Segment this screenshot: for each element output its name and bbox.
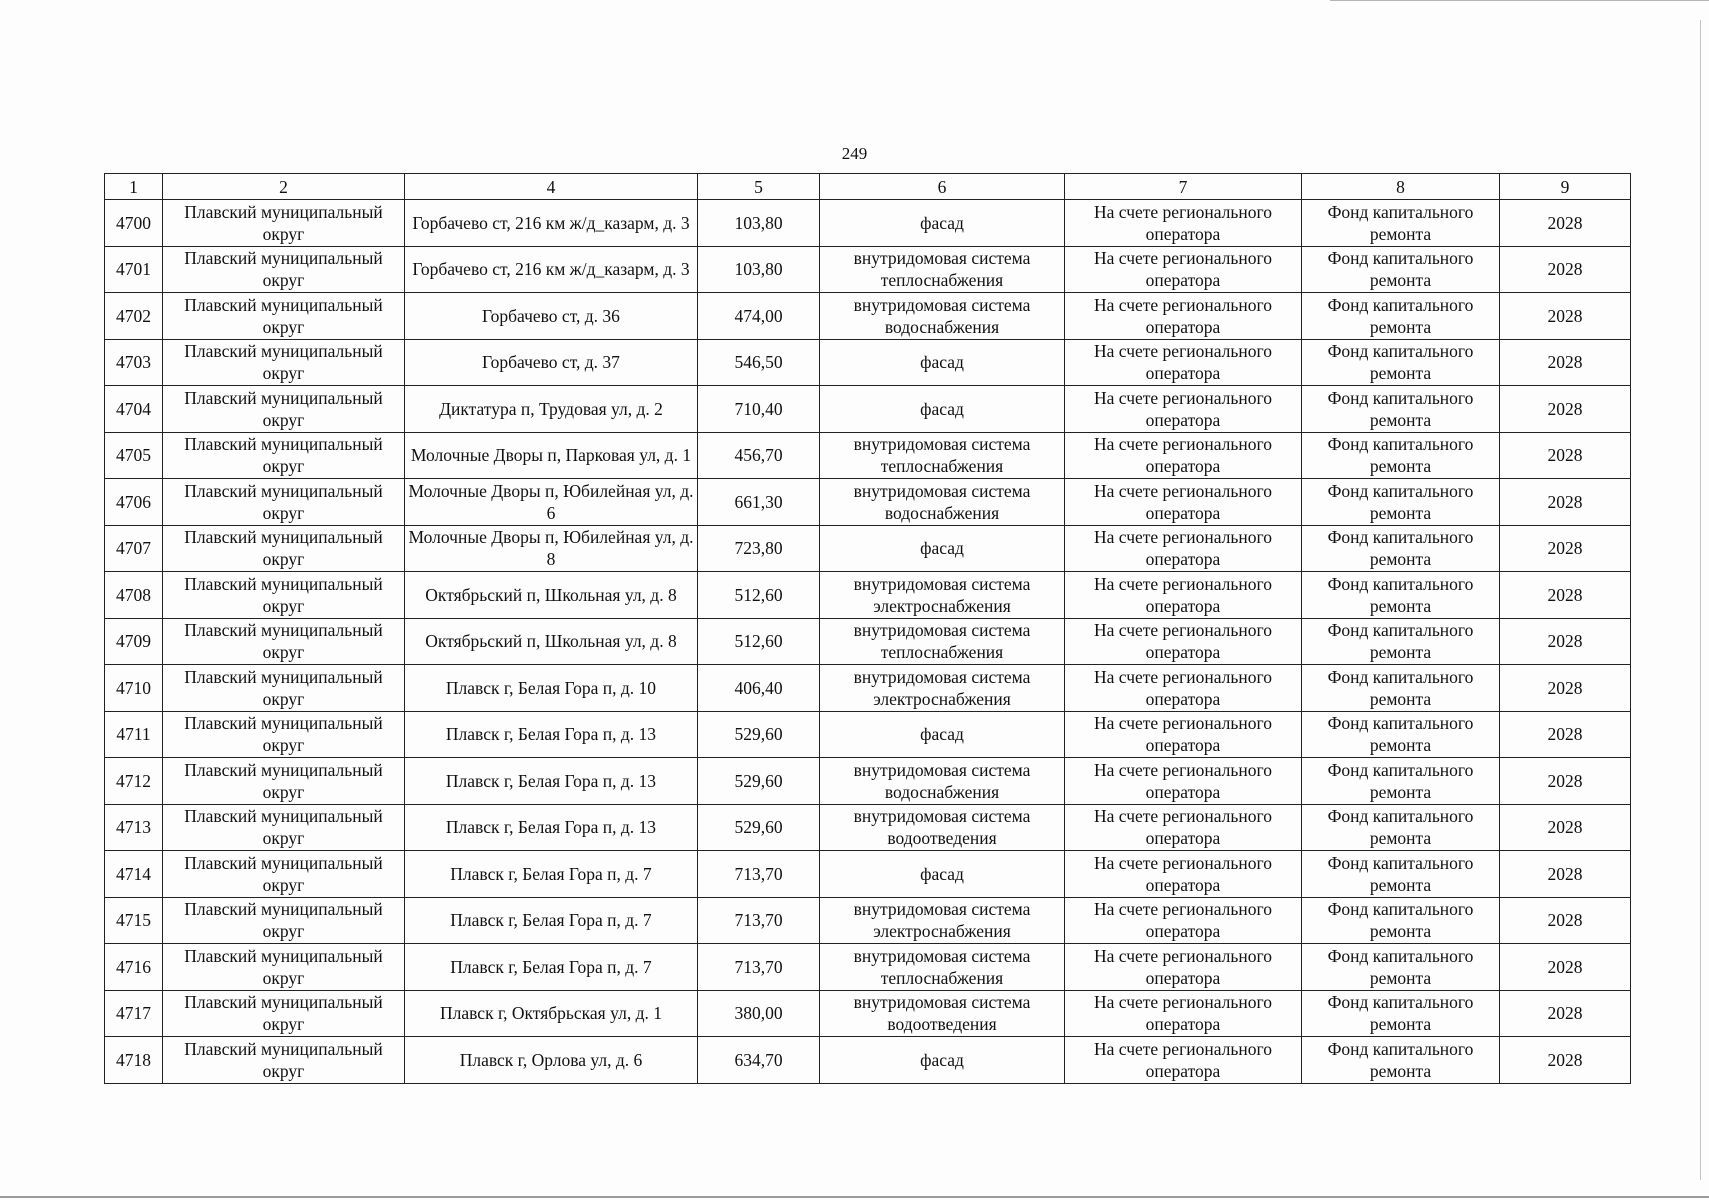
address-cell: Плавск г, Белая Гора п, д. 13 (405, 804, 698, 851)
district-cell: Плавский муниципальный округ (163, 339, 405, 386)
capital-repair-table (104, 173, 1631, 1084)
scan-edge-right (1700, 20, 1701, 1180)
year-cell: 2028 (1500, 572, 1631, 619)
row-number-cell: 4706 (105, 479, 163, 526)
district-cell: Плавский муниципальный округ (163, 804, 405, 851)
row-number-cell: 4713 (105, 804, 163, 851)
address-cell: Горбачево ст, д. 36 (405, 293, 698, 340)
district-cell: Плавский муниципальный округ (163, 758, 405, 805)
table-body (105, 200, 1631, 1084)
area-cell: 713,70 (698, 851, 820, 898)
fund-account-cell: На счете регионального оператора (1065, 432, 1302, 479)
district-cell: Плавский муниципальный округ (163, 618, 405, 665)
address-cell: Плавск г, Белая Гора п, д. 7 (405, 897, 698, 944)
address-cell: Молочные Дворы п, Парковая ул, д. 1 (405, 432, 698, 479)
district-cell: Плавский муниципальный округ (163, 897, 405, 944)
funding-source-cell: Фонд капитального ремонта (1302, 758, 1500, 805)
district-cell: Плавский муниципальный округ (163, 200, 405, 247)
fund-account-cell: На счете регионального оператора (1065, 897, 1302, 944)
year-cell: 2028 (1500, 665, 1631, 712)
fund-account-cell: На счете регионального оператора (1065, 246, 1302, 293)
address-cell: Горбачево ст, 216 км ж/д_казарм, д. 3 (405, 200, 698, 247)
area-cell: 529,60 (698, 758, 820, 805)
area-cell: 456,70 (698, 432, 820, 479)
fund-account-cell: На счете регионального оператора (1065, 200, 1302, 247)
fund-account-cell: На счете регионального оператора (1065, 479, 1302, 526)
page-number: 249 (841, 144, 868, 163)
district-cell: Плавский муниципальный округ (163, 572, 405, 619)
column-number-header: 8 (1302, 174, 1500, 200)
column-number-row (105, 174, 1631, 200)
column-number-header: 9 (1500, 174, 1631, 200)
work-type-cell: внутридомовая система электроснабжения (820, 897, 1065, 944)
year-cell: 2028 (1500, 200, 1631, 247)
address-cell: Плавск г, Октябрьская ул, д. 1 (405, 990, 698, 1037)
column-number-header: 1 (105, 174, 163, 200)
fund-account-cell: На счете регионального оператора (1065, 339, 1302, 386)
scan-edge-bottom (0, 1196, 1709, 1198)
funding-source-cell: Фонд капитального ремонта (1302, 711, 1500, 758)
work-type-cell: внутридомовая система электроснабжения (820, 665, 1065, 712)
address-cell: Плавск г, Белая Гора п, д. 10 (405, 665, 698, 712)
area-cell: 529,60 (698, 804, 820, 851)
fund-account-cell: На счете регионального оператора (1065, 293, 1302, 340)
district-cell: Плавский муниципальный округ (163, 293, 405, 340)
address-cell: Октябрьский п, Школьная ул, д. 8 (405, 572, 698, 619)
table-row (105, 990, 1631, 1037)
work-type-cell: внутридомовая система теплоснабжения (820, 944, 1065, 991)
row-number-cell: 4705 (105, 432, 163, 479)
year-cell: 2028 (1500, 339, 1631, 386)
funding-source-cell: Фонд капитального ремонта (1302, 944, 1500, 991)
fund-account-cell: На счете регионального оператора (1065, 525, 1302, 572)
funding-source-cell: Фонд капитального ремонта (1302, 990, 1500, 1037)
row-number-cell: 4715 (105, 897, 163, 944)
area-cell: 723,80 (698, 525, 820, 572)
work-type-cell: внутридомовая система электроснабжения (820, 572, 1065, 619)
column-number-header: 5 (698, 174, 820, 200)
row-number-cell: 4707 (105, 525, 163, 572)
area-cell: 103,80 (698, 200, 820, 247)
work-type-cell: внутридомовая система водоснабжения (820, 293, 1065, 340)
row-number-cell: 4710 (105, 665, 163, 712)
row-number-cell: 4716 (105, 944, 163, 991)
district-cell: Плавский муниципальный округ (163, 386, 405, 433)
work-type-cell: внутридомовая система теплоснабжения (820, 246, 1065, 293)
table-row (105, 432, 1631, 479)
year-cell: 2028 (1500, 758, 1631, 805)
fund-account-cell: На счете регионального оператора (1065, 665, 1302, 712)
work-type-cell: внутридомовая система водоснабжения (820, 758, 1065, 805)
work-type-cell: фасад (820, 200, 1065, 247)
district-cell: Плавский муниципальный округ (163, 1037, 405, 1084)
fund-account-cell: На счете регионального оператора (1065, 386, 1302, 433)
table-row (105, 851, 1631, 898)
district-cell: Плавский муниципальный округ (163, 711, 405, 758)
year-cell: 2028 (1500, 293, 1631, 340)
area-cell: 512,60 (698, 618, 820, 665)
funding-source-cell: Фонд капитального ремонта (1302, 804, 1500, 851)
funding-source-cell: Фонд капитального ремонта (1302, 897, 1500, 944)
row-number-cell: 4703 (105, 339, 163, 386)
district-cell: Плавский муниципальный округ (163, 479, 405, 526)
address-cell: Плавск г, Белая Гора п, д. 13 (405, 758, 698, 805)
address-cell: Октябрьский п, Школьная ул, д. 8 (405, 618, 698, 665)
district-cell: Плавский муниципальный округ (163, 944, 405, 991)
table-row (105, 572, 1631, 619)
year-cell: 2028 (1500, 711, 1631, 758)
row-number-cell: 4712 (105, 758, 163, 805)
funding-source-cell: Фонд капитального ремонта (1302, 851, 1500, 898)
work-type-cell: фасад (820, 386, 1065, 433)
year-cell: 2028 (1500, 990, 1631, 1037)
area-cell: 634,70 (698, 1037, 820, 1084)
year-cell: 2028 (1500, 432, 1631, 479)
table-row (105, 293, 1631, 340)
year-cell: 2028 (1500, 851, 1631, 898)
address-cell: Диктатура п, Трудовая ул, д. 2 (405, 386, 698, 433)
area-cell: 546,50 (698, 339, 820, 386)
address-cell: Плавск г, Орлова ул, д. 6 (405, 1037, 698, 1084)
table-row (105, 246, 1631, 293)
district-cell: Плавский муниципальный округ (163, 246, 405, 293)
fund-account-cell: На счете регионального оператора (1065, 851, 1302, 898)
district-cell: Плавский муниципальный округ (163, 851, 405, 898)
work-type-cell: фасад (820, 1037, 1065, 1084)
row-number-cell: 4700 (105, 200, 163, 247)
table-row (105, 618, 1631, 665)
funding-source-cell: Фонд капитального ремонта (1302, 525, 1500, 572)
district-cell: Плавский муниципальный округ (163, 665, 405, 712)
table-row (105, 386, 1631, 433)
column-number-header: 2 (163, 174, 405, 200)
table-row (105, 711, 1631, 758)
district-cell: Плавский муниципальный округ (163, 990, 405, 1037)
fund-account-cell: На счете регионального оператора (1065, 804, 1302, 851)
funding-source-cell: Фонд капитального ремонта (1302, 386, 1500, 433)
year-cell: 2028 (1500, 1037, 1631, 1084)
table-row (105, 758, 1631, 805)
address-cell: Горбачево ст, 216 км ж/д_казарм, д. 3 (405, 246, 698, 293)
row-number-cell: 4718 (105, 1037, 163, 1084)
area-cell: 474,00 (698, 293, 820, 340)
row-number-cell: 4708 (105, 572, 163, 619)
funding-source-cell: Фонд капитального ремонта (1302, 200, 1500, 247)
fund-account-cell: На счете регионального оператора (1065, 618, 1302, 665)
address-cell: Плавск г, Белая Гора п, д. 7 (405, 944, 698, 991)
district-cell: Плавский муниципальный округ (163, 432, 405, 479)
area-cell: 512,60 (698, 572, 820, 619)
year-cell: 2028 (1500, 386, 1631, 433)
work-type-cell: фасад (820, 339, 1065, 386)
area-cell: 103,80 (698, 246, 820, 293)
row-number-cell: 4704 (105, 386, 163, 433)
area-cell: 713,70 (698, 944, 820, 991)
work-type-cell: фасад (820, 711, 1065, 758)
work-type-cell: внутридомовая система водоснабжения (820, 479, 1065, 526)
address-cell: Плавск г, Белая Гора п, д. 13 (405, 711, 698, 758)
funding-source-cell: Фонд капитального ремонта (1302, 665, 1500, 712)
funding-source-cell: Фонд капитального ремонта (1302, 432, 1500, 479)
address-cell: Горбачево ст, д. 37 (405, 339, 698, 386)
funding-source-cell: Фонд капитального ремонта (1302, 1037, 1500, 1084)
table-row (105, 525, 1631, 572)
funding-source-cell: Фонд капитального ремонта (1302, 246, 1500, 293)
district-cell: Плавский муниципальный округ (163, 525, 405, 572)
funding-source-cell: Фонд капитального ремонта (1302, 479, 1500, 526)
fund-account-cell: На счете регионального оператора (1065, 1037, 1302, 1084)
table-row (105, 479, 1631, 526)
table-row (105, 200, 1631, 247)
row-number-cell: 4701 (105, 246, 163, 293)
area-cell: 661,30 (698, 479, 820, 526)
fund-account-cell: На счете регионального оператора (1065, 758, 1302, 805)
area-cell: 529,60 (698, 711, 820, 758)
table-row (105, 944, 1631, 991)
fund-account-cell: На счете регионального оператора (1065, 944, 1302, 991)
work-type-cell: фасад (820, 851, 1065, 898)
funding-source-cell: Фонд капитального ремонта (1302, 572, 1500, 619)
area-cell: 380,00 (698, 990, 820, 1037)
work-type-cell: фасад (820, 525, 1065, 572)
table-row (105, 1037, 1631, 1084)
column-number-header: 4 (405, 174, 698, 200)
funding-source-cell: Фонд капитального ремонта (1302, 293, 1500, 340)
year-cell: 2028 (1500, 804, 1631, 851)
funding-source-cell: Фонд капитального ремонта (1302, 339, 1500, 386)
row-number-cell: 4702 (105, 293, 163, 340)
area-cell: 406,40 (698, 665, 820, 712)
year-cell: 2028 (1500, 618, 1631, 665)
scan-edge-top (1330, 0, 1709, 1)
year-cell: 2028 (1500, 944, 1631, 991)
work-type-cell: внутридомовая система водоотведения (820, 804, 1065, 851)
table-row (105, 339, 1631, 386)
area-cell: 710,40 (698, 386, 820, 433)
address-cell: Плавск г, Белая Гора п, д. 7 (405, 851, 698, 898)
row-number-cell: 4714 (105, 851, 163, 898)
column-number-header: 7 (1065, 174, 1302, 200)
fund-account-cell: На счете регионального оператора (1065, 572, 1302, 619)
table-row (105, 897, 1631, 944)
table-row (105, 804, 1631, 851)
fund-account-cell: На счете регионального оператора (1065, 711, 1302, 758)
year-cell: 2028 (1500, 246, 1631, 293)
row-number-cell: 4711 (105, 711, 163, 758)
funding-source-cell: Фонд капитального ремонта (1302, 618, 1500, 665)
address-cell: Молочные Дворы п, Юбилейная ул, д. 8 (405, 525, 698, 572)
address-cell: Молочные Дворы п, Юбилейная ул, д. 6 (405, 479, 698, 526)
year-cell: 2028 (1500, 479, 1631, 526)
row-number-cell: 4709 (105, 618, 163, 665)
work-type-cell: внутридомовая система теплоснабжения (820, 618, 1065, 665)
table-row (105, 665, 1631, 712)
work-type-cell: внутридомовая система теплоснабжения (820, 432, 1065, 479)
column-number-header: 6 (820, 174, 1065, 200)
area-cell: 713,70 (698, 897, 820, 944)
year-cell: 2028 (1500, 897, 1631, 944)
fund-account-cell: На счете регионального оператора (1065, 990, 1302, 1037)
row-number-cell: 4717 (105, 990, 163, 1037)
year-cell: 2028 (1500, 525, 1631, 572)
work-type-cell: внутридомовая система водоотведения (820, 990, 1065, 1037)
